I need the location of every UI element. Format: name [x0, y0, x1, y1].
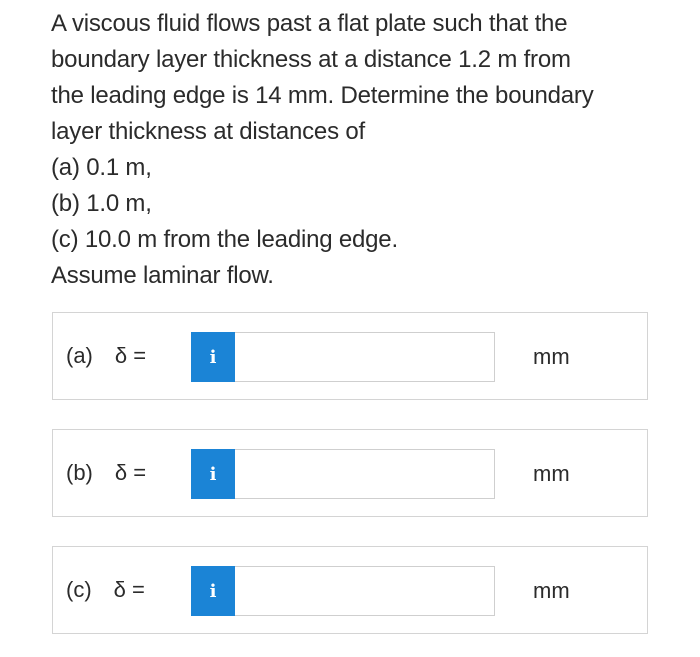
question-text [51, 6, 671, 294]
answer-input-b[interactable] [235, 449, 495, 499]
question-line: A viscous fluid flows past a flat plate such that the [51, 10, 568, 37]
info-icon[interactable]: i [191, 449, 235, 499]
question-line-part-b: (b) 1.0 m, [51, 190, 152, 217]
question-line-part-a: (a) 0.1 m, [51, 154, 152, 181]
question-line: the leading edge is 14 mm. Determine the boundary [51, 82, 594, 109]
info-icon[interactable]: i [191, 566, 235, 616]
answer-label-b [66, 460, 146, 486]
question-line: boundary layer thickness at a distance 1.2 m from [51, 46, 571, 73]
info-icon[interactable]: i [191, 332, 235, 382]
answer-input-a[interactable] [235, 332, 495, 382]
unit-label: mm [533, 344, 570, 369]
delta-symbol: δ = [114, 460, 147, 485]
delta-symbol: δ = [113, 577, 145, 602]
answer-row-c [52, 546, 648, 634]
unit-label: mm [533, 461, 570, 486]
answer-row-b [52, 429, 648, 517]
delta-symbol: δ = [114, 343, 147, 368]
answer-row-a [52, 312, 648, 400]
unit-label: mm [533, 578, 570, 603]
question-line-part-c: (c) 10.0 m from the leading edge. [51, 226, 398, 253]
answer-label-a [66, 343, 146, 369]
answer-input-c[interactable] [235, 566, 495, 616]
part-label: (b) [66, 460, 93, 485]
part-label: (a) [66, 343, 93, 368]
question-line-assumption: Assume laminar flow. [51, 262, 274, 289]
part-label: (c) [66, 577, 92, 602]
answer-label-c [66, 577, 145, 603]
question-line: layer thickness at distances of [51, 118, 365, 145]
